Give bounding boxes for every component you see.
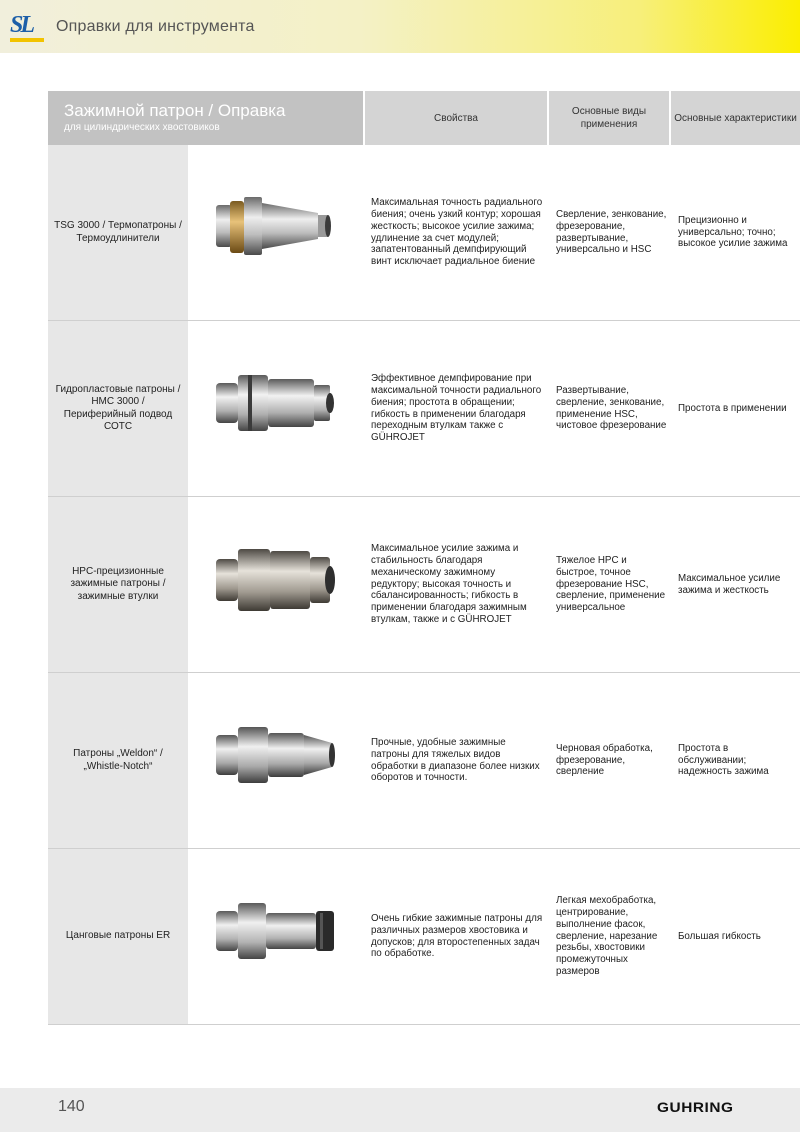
company-logo <box>10 12 44 42</box>
page-header <box>0 0 800 53</box>
holder-characteristics: Простота в обслуживании; надежность зажима <box>678 742 769 778</box>
hpc-chuck-icon <box>208 537 348 627</box>
header-subtitle: для цилиндрических хвостовиков <box>64 122 220 133</box>
header-title-cell <box>48 91 363 145</box>
shrink-fit-chuck-icon <box>208 185 348 275</box>
page-title: Оправки для инструмента <box>56 18 255 35</box>
holder-applications: Развертывание, сверление, зенкование, применение HSC, чистовое фрезерование <box>556 384 667 432</box>
holder-name: Цанговые патроны ER <box>48 849 188 1024</box>
weldon-chuck-icon <box>208 713 348 803</box>
holder-properties: Эффективное демпфирование при максимальной точности радиального биения; простота в обращении; гибкость в применении благодаря переходным втулкам также с GÜHROJET <box>371 373 542 444</box>
holder-name: Гидропластовые патроны / HMC 3000 / Периферийный подвод СОТС <box>48 321 188 496</box>
holder-name: HPC-прецизионные зажимные патроны / зажимные втулки <box>48 497 188 672</box>
holder-properties: Прочные, удобные зажимные патроны для тяжелых видов обработки в диапазоне более низких оборотов и точности. <box>371 736 540 784</box>
table-row <box>48 145 800 321</box>
holder-properties: Очень гибкие зажимные патроны для различных размеров хвостовика и допусков; для второстепенных задач по обработке. <box>371 912 543 960</box>
holder-characteristics: Максимальное усилие зажима и жесткость <box>678 572 781 596</box>
table-row <box>48 849 800 1025</box>
holder-properties: Максимальное усилие зажима и стабильность благодаря механическому зажимному редуктору; высокая точность и сбалансированность; гибкость в применении благодаря зажимным втулкам, также и с GÜHROJET <box>371 543 527 625</box>
holder-applications: Черновая обработка, фрезерование, сверление <box>556 742 653 778</box>
holder-name: TSG 3000 / Термопатроны / Термоудлинители <box>48 145 188 320</box>
holder-applications: Легкая мехобработка, центрирование, выполнение фасок, сверление, нарезание резьбы, хвостовики промежуточных размеров <box>556 895 658 977</box>
header-properties: Свойства <box>434 112 478 124</box>
table-row <box>48 673 800 849</box>
table-row <box>48 497 800 673</box>
page-number: 140 <box>58 1098 85 1115</box>
holder-characteristics: Простота в применении <box>678 402 787 414</box>
holder-properties: Максимальная точность радиального биения; очень узкий контур; хорошая жесткость; высокое усилие зажима; удлинение за счет модулей; запатентованный демпфирующий винт исключает радиальное биение <box>371 197 543 268</box>
holder-characteristics: Прецизионно и универсально; точно; высокое усилие зажима <box>678 214 788 250</box>
tool-holder-table <box>48 91 800 1025</box>
logo-text: SL <box>10 12 33 38</box>
holder-name: Патроны „Weldon“ / „Whistle-Notch“ <box>48 673 188 848</box>
table-header <box>48 91 800 145</box>
hydraulic-chuck-icon <box>208 361 348 451</box>
holder-applications: Сверление, зенкование, фрезерование, развертывание, универсально и HSC <box>556 208 667 256</box>
brand-logo: GUHRING <box>657 1099 734 1115</box>
page-footer <box>0 1088 800 1132</box>
collet-chuck-er-icon <box>208 889 348 979</box>
holder-applications: Тяжелое HPC и быстрое, точное фрезерование HSC, сверление, применение универсальное <box>556 555 666 614</box>
table-row <box>48 321 800 497</box>
holder-characteristics: Большая гибкость <box>678 930 761 942</box>
header-main-title: Зажимной патрон / Оправка <box>64 101 286 120</box>
header-applications: Основные виды применения <box>571 106 647 130</box>
header-characteristics: Основные характеристики <box>674 112 797 124</box>
